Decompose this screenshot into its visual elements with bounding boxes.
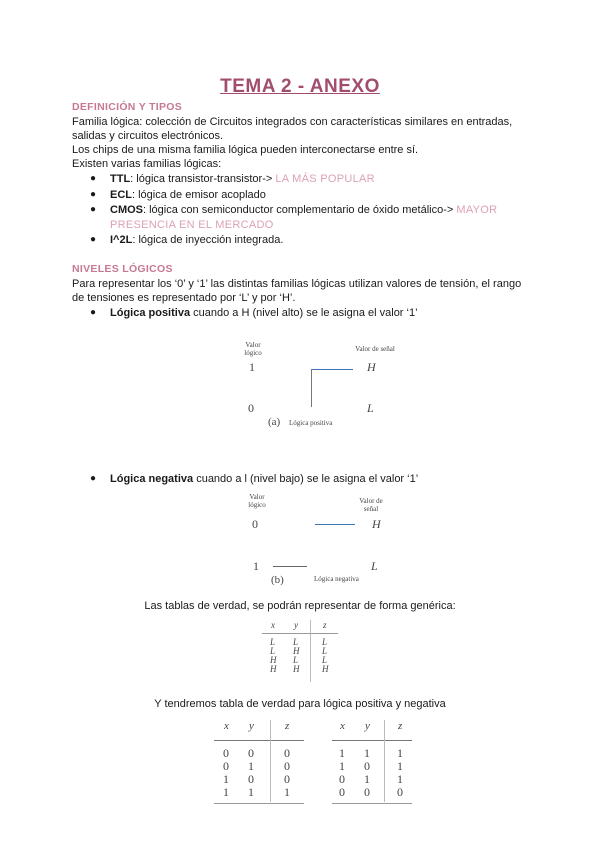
term-logica-negativa: Lógica negativa [110, 473, 194, 485]
neg-cell: 1 [339, 759, 345, 773]
desc-cmos: : lógica con semiconductor complementario de óxido metálico-> [143, 204, 457, 216]
fig-b-high-line [315, 524, 355, 525]
neg-cell: 1 [397, 772, 403, 786]
neg-bottom-rule [332, 803, 412, 804]
generic-header-z: z [323, 620, 327, 630]
paragraph-niveles: Para representar los ‘0’ y ‘1’ las distintas familias lógicas utilizan valores de tensión, el rango [72, 278, 522, 290]
pos-cell: 0 [284, 759, 290, 773]
pos-cell: 1 [248, 785, 254, 799]
bullet-icon: ● [90, 234, 97, 245]
final-table-intro: Y tendremos tabla de verdad para lógica positiva y negativa [154, 698, 446, 710]
pos-cell: 0 [223, 759, 229, 773]
pos-cell: 1 [284, 785, 290, 799]
neg-cell: 1 [397, 746, 403, 760]
bullet-icon: ● [90, 173, 97, 184]
neg-cell: 1 [339, 746, 345, 760]
fig-a-l: L [367, 401, 374, 415]
fig-a-high-line [311, 369, 353, 370]
neg-cell: 0 [364, 759, 370, 773]
paragraph-familia-logica-cont: salidas y circuitos electrónicos. [72, 130, 224, 142]
generic-cell: H [270, 655, 277, 665]
fig-a-valor-logico: Valor lógico [244, 341, 262, 357]
pos-cell: 0 [223, 746, 229, 760]
generic-cell: H [293, 646, 300, 656]
fig-a-zero: 0 [248, 401, 254, 415]
section-heading-definicion: DEFINICIÓN Y TIPOS [72, 101, 183, 113]
generic-cell: H [293, 664, 300, 674]
bullet-icon: ● [90, 204, 97, 215]
pos-bottom-rule [214, 803, 304, 804]
paragraph-existen: Existen varias familias lógicas: [72, 158, 222, 170]
fig-b-caption: Lógica negativa [314, 575, 359, 583]
fig-b-valor-senal: Valor de señal [359, 497, 383, 513]
generic-table-intro: Las tablas de verdad, se podrán representar de forma genérica: [144, 600, 456, 612]
fig-b-h: H [372, 517, 381, 531]
pos-cell: 0 [284, 746, 290, 760]
neg-cell: 0 [339, 785, 345, 799]
bullet-icon: ● [90, 189, 97, 200]
fig-a-vertical-line [311, 369, 312, 407]
desc-i2l: : lógica de inyección integrada. [132, 234, 284, 246]
page-title: TEMA 2 - ANEXO [220, 76, 380, 97]
fig-b-valor-logico: Valor lógico [248, 493, 266, 509]
fig-b-low-line [273, 566, 307, 567]
neg-cell: 0 [397, 785, 403, 799]
fig-a-valor-senal: Valor de señal [355, 345, 395, 353]
term-ttl: TTL [110, 173, 131, 185]
fig-b-l: L [371, 559, 378, 573]
pos-col-divider [270, 720, 271, 802]
generic-cell: L [293, 655, 299, 665]
neg-cell: 1 [364, 746, 370, 760]
neg-header-z: z [398, 720, 403, 732]
generic-cell: H [322, 664, 329, 674]
neg-col-divider [384, 720, 385, 802]
desc-logica-positiva: cuando a H (nivel alto) se le asigna el valor ‘1’ [190, 307, 418, 319]
term-ecl: ECL [110, 189, 132, 201]
neg-header-y: y [365, 720, 370, 732]
term-cmos: CMOS [110, 204, 143, 216]
term-i2l: I^2L [110, 234, 133, 246]
neg-header-x: x [340, 720, 345, 732]
generic-truth-table [262, 620, 338, 684]
fig-b-one: 1 [253, 559, 259, 573]
negative-truth-table [332, 720, 412, 804]
pos-cell: 1 [223, 772, 229, 786]
paragraph-familia-logica: Familia lógica: colección de Circuitos integrados con características similares en entradas, [72, 116, 513, 128]
pos-cell: 1 [223, 785, 229, 799]
pos-header-x: x [224, 720, 229, 732]
pos-cell: 0 [248, 772, 254, 786]
paragraph-niveles-cont: de tensiones es representado por ‘L’ y por ‘H’. [72, 292, 296, 304]
desc-logica-negativa: cuando a l (nivel bajo) se le asigna el valor ‘1’ [193, 473, 419, 485]
section-heading-niveles: NIVELES LÓGICOS [72, 263, 173, 275]
pos-cell: 0 [284, 772, 290, 786]
neg-cell: 0 [364, 785, 370, 799]
generic-cell: L [270, 646, 276, 656]
neg-cell: 0 [339, 772, 345, 786]
fig-b-zero: 0 [252, 517, 258, 531]
generic-cell: L [322, 637, 328, 647]
bullet-icon: ● [90, 307, 97, 318]
desc-ecl: : lógica de emisor acoplado [132, 189, 266, 201]
paragraph-chips: Los chips de una misma familia lógica pueden interconectarse entre sí. [72, 144, 419, 156]
fig-b-label: (b) [271, 574, 284, 586]
fig-a-caption: Lógica positiva [289, 419, 333, 427]
generic-cell: L [293, 637, 299, 647]
generic-header-x: x [271, 620, 275, 630]
pos-cell: 0 [248, 746, 254, 760]
generic-cell: H [270, 664, 277, 674]
generic-cell: L [270, 637, 276, 647]
bullet-icon: ● [90, 473, 97, 484]
generic-header-rule [262, 633, 338, 634]
term-logica-positiva: Lógica positiva [110, 307, 191, 319]
generic-cell: L [322, 655, 328, 665]
generic-col-divider [310, 620, 311, 682]
generic-header-y: y [294, 620, 298, 630]
fig-a-label: (a) [268, 416, 281, 428]
fig-a-h: H [367, 360, 376, 374]
pos-header-rule [214, 740, 304, 741]
neg-header-rule [332, 740, 412, 741]
positive-truth-table [214, 720, 304, 804]
pos-header-z: z [285, 720, 290, 732]
neg-cell: 1 [364, 772, 370, 786]
neg-cell: 1 [397, 759, 403, 773]
desc-ttl: : lógica transistor-transistor-> [130, 173, 276, 185]
pos-cell: 1 [248, 759, 254, 773]
pos-header-y: y [249, 720, 254, 732]
generic-cell: L [322, 646, 328, 656]
note-ttl: LA MÁS POPULAR [275, 173, 375, 185]
note-cmos: MAYOR [456, 204, 498, 216]
fig-a-one: 1 [249, 360, 255, 374]
